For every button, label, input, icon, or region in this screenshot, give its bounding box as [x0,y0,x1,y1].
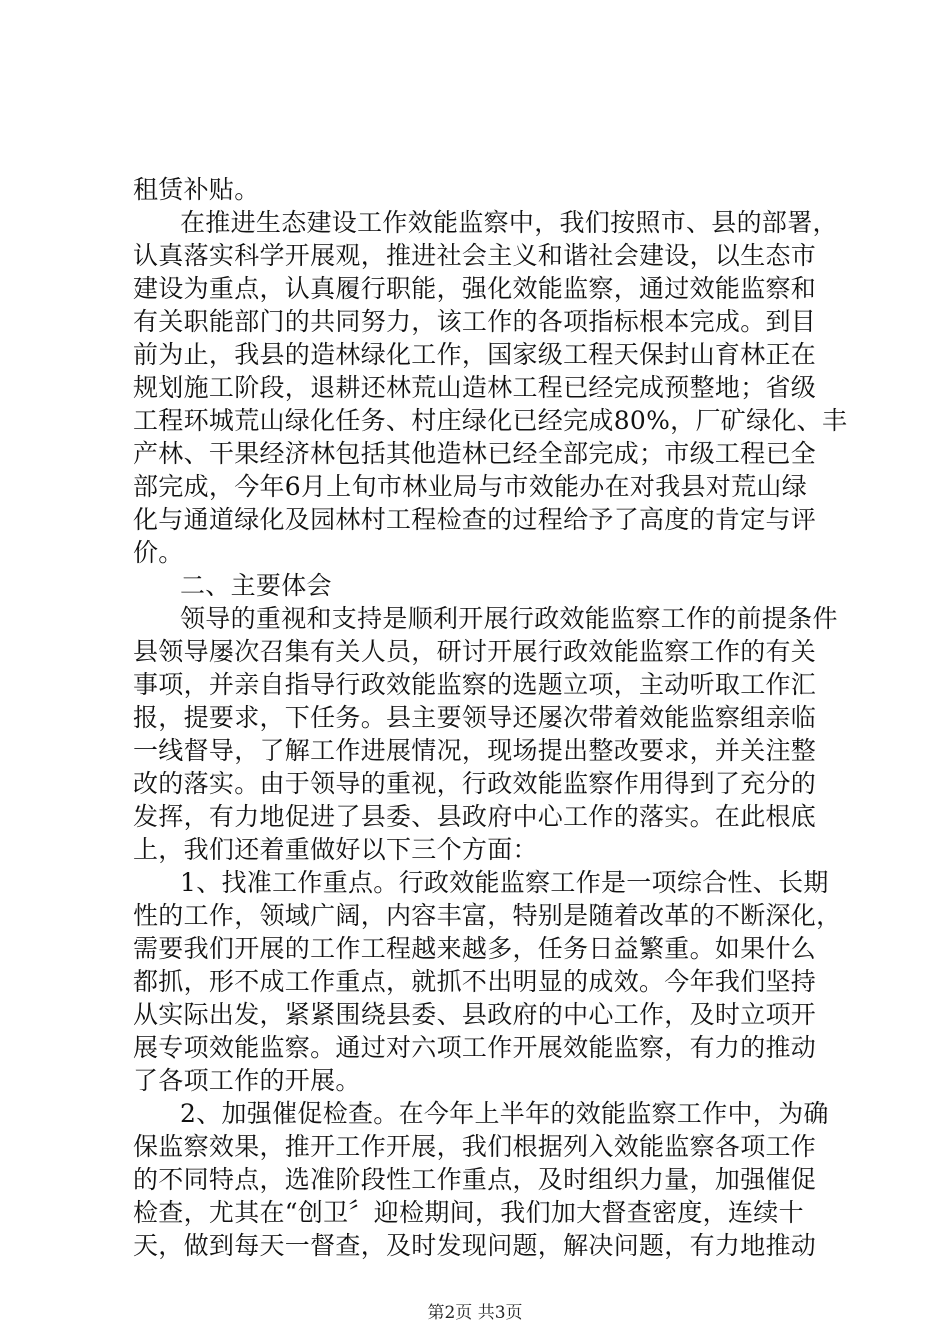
text-line: 展专项效能监察。通过对六项工作开展效能监察，有力的推动 [133,1033,817,1062]
paragraph-start-line: 2、加强催促检查。在今年上半年的效能监察工作中，为确 [180,1099,829,1128]
text-line: 保监察效果，推开工作开展，我们根据列入效能监察各项工作 [133,1132,817,1161]
text-line: 天，做到每天一督查，及时发现问题，解决问题，有力地推动 [133,1231,817,1260]
text-line: 改的落实。由于领导的重视，行政效能监察作用得到了充分的 [133,769,817,798]
text-line: 检查，尤其在“创卫〞迎检期间，我们加大督查密度，连续十 [133,1198,804,1227]
text-line: 认真落实科学开展观，推进社会主义和谐社会建设，以生态市 [133,241,817,270]
page-number-footer: 第2页 共3页 [427,1303,523,1323]
text-line: 发挥，有力地促进了县委、县政府中心工作的落实。在此根底 [133,802,817,831]
text-line: 价。 [133,538,184,567]
paragraph-start-line: 1、找准工作重点。行政效能监察工作是一项综合性、长期 [180,868,829,897]
text-line: 产林、干果经济林包括其他造林已经全部完成；市级工程已全 [133,439,817,468]
text-line: 性的工作，领域广阔，内容丰富，特别是随着改革的不断深化， [133,901,842,930]
paragraph-start-line: 领导的重视和支持是顺利开展行政效能监察工作的前提条件 [180,604,838,633]
section-heading: 二、主要体会 [180,571,332,600]
text-line: 了各项工作的开展。 [133,1066,361,1095]
text-line: 从实际出发，紧紧围绕县委、县政府的中心工作，及时立项开 [133,1000,817,1029]
text-line: 部完成，今年6月上旬市林业局与市效能办在对我县对荒山绿 [133,472,808,501]
paragraph-start-line: 在推进生态建设工作效能监察中，我们按照市、县的部署， [180,208,838,237]
text-line: 县领导屡次召集有关人员，研讨开展行政效能监察工作的有关 [133,637,817,666]
text-line: 建设为重点，认真履行职能，强化效能监察，通过效能监察和 [133,274,817,303]
text-line: 前为止，我县的造林绿化工作，国家级工程天保封山育林正在 [133,340,817,369]
text-line: 需要我们开展的工作工程越来越多，任务日益繁重。如果什么 [133,934,817,963]
text-line: 化与通道绿化及园林村工程检查的过程给予了高度的肯定与评 [133,505,817,534]
text-line: 上，我们还着重做好以下三个方面： [133,835,538,864]
text-line: 工程环城荒山绿化任务、村庄绿化已经完成80%，厂矿绿化、丰 [133,406,848,435]
text-line: 的不同特点，选准阶段性工作重点，及时组织力量，加强催促 [133,1165,817,1194]
text-line: 都抓，形不成工作重点，就抓不出明显的成效。今年我们坚持 [133,967,817,996]
text-line: 租赁补贴。 [133,175,260,204]
text-line: 有关职能部门的共同努力，该工作的各项指标根本完成。到目 [133,307,817,336]
text-line: 规划施工阶段，退耕还林荒山造林工程已经完成预整地；省级 [133,373,817,402]
text-line: 一线督导，了解工作进展情况，现场提出整改要求，并关注整 [133,736,817,765]
text-line: 事项，并亲自指导行政效能监察的选题立项，主动听取工作汇 [133,670,817,699]
text-line: 报，提要求，下任务。县主要领导还屡次带着效能监察组亲临 [133,703,817,732]
